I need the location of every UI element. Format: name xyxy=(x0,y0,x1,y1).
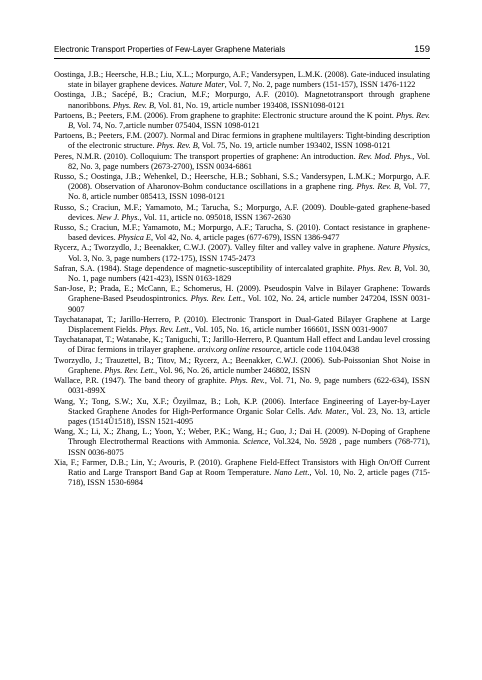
reference-item: Taychatanapat, T.; Jarillo-Herrero, P. (2010). Electronic Transport in Dual-Gated Bilayer Graphene at Large Displacement Fields. Phys. Rev. Lett., Vol. 105, No. 16, article number 166601, ISSN 0031-9007 xyxy=(54,314,430,335)
reference-item: Russo, S.; Craciun, M.F.; Yamamoto, M.; Tarucha, S.; Morpurgo, A.F. (2009). Double-gated graphene-based devices. New J. Phys., Vol. 11, article no. 095018, ISSN 1367-2630 xyxy=(54,202,430,222)
journal-name: Phys. Rev. B xyxy=(112,100,154,110)
reference-item: Wallace, P.R. (1947). The band theory of graphite. Phys. Rev., Vol. 71, No. 9, page numbers (622-634), ISSN 0031-899X xyxy=(54,376,430,396)
page-number: 159 xyxy=(414,44,430,55)
journal-name: Phys. Rev. Lett. xyxy=(139,325,191,335)
reference-item: Tworzydlo, J.; Trauzettel, B.; Titov, M.; Rycerz, A.; Beenakker, C.W.J. (2006). Sub-Poissonian Shot Noise in Graphene. Phys. Rev. Lett., Vol. 96, No. 26, article number 246802, ISSN xyxy=(54,355,430,375)
reference-item: San-Jose, P.; Prada, E.; McCann, E.; Schomerus, H. (2009). Pseudospin Valve in Bilayer Graphene: Towards Graphene-Based Pseudospintronics. Phys. Rev. Lett., Vol. 102, No. 24, article number 247204, ISSN 0031-9007 xyxy=(54,284,430,314)
running-header xyxy=(54,44,430,59)
reference-item: Russo, S.; Craciun, M.F.; Yamamoto, M.; Morpurgo, A.F.; Tarucha, S. (2010). Contact resistance in graphene-based devices. Physica E, Vol 42, No. 4, article pages (677-679), ISSN 1386-9477 xyxy=(54,223,430,243)
journal-name: Physica E xyxy=(117,233,151,243)
journal-name: Phys. Rev. B xyxy=(68,110,430,131)
reference-item: Peres, N.M.R. (2010). Colloquium: The transport properties of graphene: An introduction. Rev. Mod. Phys., Vol. 82, No. 3, page numbers (2673-2700), ISSN 0034-6861 xyxy=(54,151,430,171)
running-title: Electronic Transport Properties of Few-Layer Graphene Materials xyxy=(54,45,286,54)
journal-name: New J. Phys. xyxy=(96,212,140,222)
journal-name: Phys. Rev. Lett. xyxy=(104,365,156,375)
journal-name: Rev. Mod. Phys. xyxy=(358,151,413,161)
journal-name: Science xyxy=(243,437,269,447)
journal-name: Nature Physics xyxy=(377,243,428,253)
journal-name: arxiv.org online resource xyxy=(197,345,280,355)
journal-name: Nano Lett. xyxy=(274,467,310,477)
journal-name: Phys. Rev. xyxy=(229,376,265,386)
reference-item: Taychatanapat, T.; Watanabe, K.; Taniguchi, T.; Jarillo-Herrero, P. Quantum Hall effect and Landau level crossing of Dirac fermions in trilayer graphene. arxiv.org online resource, article code 1104.0438 xyxy=(54,335,430,355)
reference-item: Partoens, B.; Peeters, F.M. (2007). Normal and Dirac fermions in graphene multilayers: Tight-binding description of the electronic structure. Phys. Rev. B, Vol. 75, No. 19, article number 193402, ISSN 1098-0121 xyxy=(54,131,430,151)
reference-item: Oostinga, J.B.; Sacépé, B.; Craciun, M.F.; Morpurgo, A.F. (2010). Magnetotransport through graphene nanoribbons. Phys. Rev. B, Vol. 81, No. 19, article number 193408, ISSN1098-0121 xyxy=(54,90,430,110)
journal-name: Nature Mater xyxy=(179,80,225,90)
journal-name: Phys. Rev. B xyxy=(357,263,400,273)
journal-name: Phys. Rev. B xyxy=(156,141,198,151)
reference-item: Safran, S.A. (1984). Stage dependence of magnetic-susceptibility of intercalated graphite. Phys. Rev. B, Vol. 30, No. 1, page numbers (421-423), ISSN 0163-1829 xyxy=(54,263,430,284)
journal-name: Phys. Rev. B xyxy=(356,182,399,192)
journal-name: Adv. Mater. xyxy=(308,406,347,416)
reference-item: Partoens, B.; Peeters, F.M. (2006). From graphene to graphite: Electronic structure around the K point. Phys. Rev. B, Vol. 74, No. 7,article number 075404, ISSN 1098-0121 xyxy=(54,110,430,131)
reference-item: Rycerz, A.; Tworzydlo, J.; Beenakker, C.W.J. (2007). Valley filter and valley valve in graphene. Nature Physics, Vol. 3, No. 3, page numbers (172-175), ISSN 1745-2473 xyxy=(54,243,430,263)
reference-item: Wang, Y.; Tong, S.W.; Xu, X.F.; Özyilmaz, B.; Loh, K.P. (2006). Interface Engineering of Layer-by-Layer Stacked Graphene Anodes for High-Performance Organic Solar Cells. Adv. Mater., Vol. 23, No. 13, article pages (1514Ů1518), ISSN 1521-4095 xyxy=(54,396,430,426)
reference-item: Oostinga, J.B.; Heersche, H.B.; Liu, X.L.; Morpurgo, A.F.; Vandersypen, L.M.K. (2008). Gate-induced insulating state in bilayer graphene devices. Nature Mater, Vol. 7, No. 2, page numbers (151-157), ISSN 1476-1122 xyxy=(54,70,430,90)
reference-item: Wang, X.; Li, X.; Zhang, L.; Yoon, Y.; Weber, P.K.; Wang, H.; Guo, J.; Dai H. (2009). N-Doping of Graphene Through Electrothermal Reactions with Ammonia. Science, Vol.324, No. 5928 , page numbers (768-771), ISSN 0036-8075 xyxy=(54,427,430,457)
reference-list xyxy=(54,70,430,488)
reference-item: Russo, S.; Oostinga, J.B.; Wehenkel, D.; Heersche, H.B.; Sobhani, S.S.; Vandersypen, L.M.K.; Morpurgo, A.F. (2008). Observation of Aharonov-Bohm conductance oscillations in a graphene ring. Phys. Rev. B, Vol. 77, No. 8, article number 085413, ISSN 1098-0121 xyxy=(54,172,430,202)
reference-item: Xia, F.; Farmer, D.B.; Lin, Y.; Avouris, P. (2010). Graphene Field-Effect Transistors with High On/Off Current Ratio and Large Transport Band Gap at Room Temperature. Nano Lett., Vol. 10, No. 2, article pages (715-718), ISSN 1530-6984 xyxy=(54,457,430,488)
journal-name: Phys. Rev. Lett. xyxy=(190,294,244,304)
